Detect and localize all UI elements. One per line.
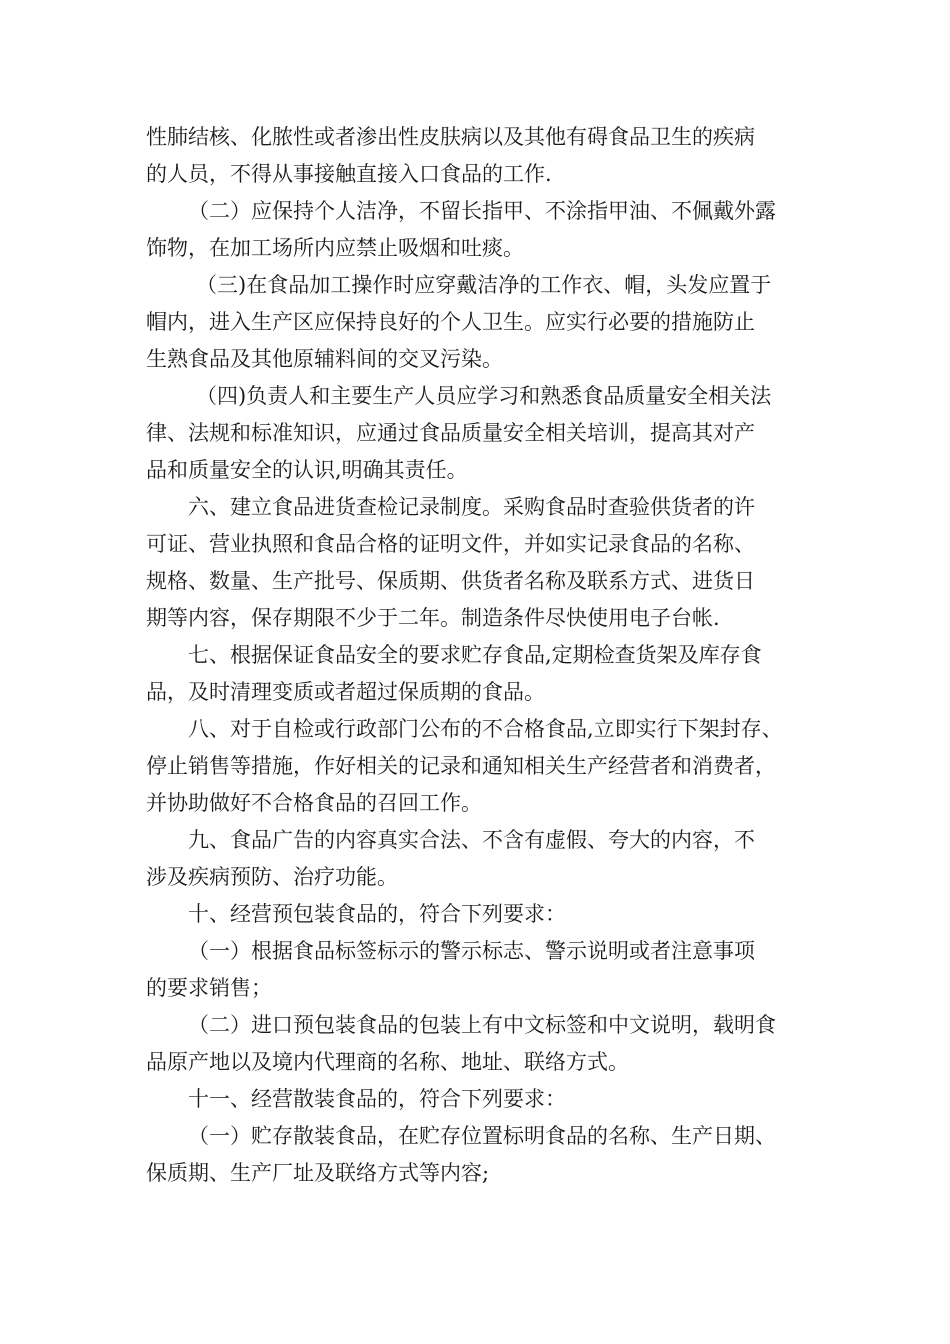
text-line-10: 品和质量安全的认识,明确其责任。 <box>146 458 468 482</box>
text-line-20: 九、食品广告的内容真实合法、不含有虚假、夸大的内容，不 <box>188 828 755 852</box>
text-line-7: 生熟食品及其他原辅料间的交叉污染。 <box>146 347 503 371</box>
text-line-1: 性肺结核、化脓性或者渗出性皮肤病以及其他有碍食品卫生的疾病 <box>146 125 755 149</box>
text-line-27: 十一、经营散装食品的，符合下列要求： <box>188 1087 566 1111</box>
text-line-2: 的人员，不得从事接触直接入口食品的工作. <box>146 162 552 186</box>
text-line-25: （二）进口预包装食品的包装上有中文标签和中文说明，载明食 <box>188 1013 776 1037</box>
text-line-19: 并协助做好不合格食品的召回工作。 <box>146 791 482 815</box>
text-line-14: 期等内容，保存期限不少于二年。制造条件尽快使用电子台帐. <box>146 606 720 630</box>
text-line-8: （四)负责人和主要生产人员应学习和熟悉食品质量安全相关法 <box>196 384 772 408</box>
text-line-11: 六、建立食品进货查检记录制度。采购食品时查验供货者的许 <box>188 495 755 519</box>
text-line-17: 八、对于自检或行政部门公布的不合格食品,立即实行下架封存、 <box>188 717 783 741</box>
text-line-16: 品，及时清理变质或者超过保质期的食品。 <box>146 680 545 704</box>
text-line-28: （一）贮存散装食品，在贮存位置标明食品的名称、生产日期、 <box>188 1124 776 1148</box>
text-line-18: 停止销售等措施，作好相关的记录和通知相关生产经营者和消费者， <box>146 754 776 778</box>
text-line-4: 饰物，在加工场所内应禁止吸烟和吐痰。 <box>146 236 524 260</box>
text-line-23: （一）根据食品标签标示的警示标志、警示说明或者注意事项 <box>188 939 755 963</box>
text-line-9: 律、法规和标准知识，应通过食品质量安全相关培训，提高其对产 <box>146 421 755 445</box>
text-line-5: （三)在食品加工操作时应穿戴洁净的工作衣、帽，头发应置于 <box>196 273 772 297</box>
text-line-29: 保质期、生产厂址及联络方式等内容; <box>146 1161 490 1185</box>
text-line-6: 帽内，进入生产区应保持良好的个人卫生。应实行必要的措施防止 <box>146 310 755 334</box>
text-line-15: 七、根据保证食品安全的要求贮存食品,定期检查货架及库存食 <box>188 643 762 667</box>
text-line-24: 的要求销售； <box>146 976 272 1000</box>
text-line-21: 涉及疾病预防、治疗功能。 <box>146 865 398 889</box>
text-line-22: 十、经营预包装食品的，符合下列要求： <box>188 902 566 926</box>
text-line-13: 规格、数量、生产批号、保质期、供货者名称及联系方式、进货日 <box>146 569 755 593</box>
text-line-3: （二）应保持个人洁净，不留长指甲、不涂指甲油、不佩戴外露 <box>188 199 776 223</box>
text-line-26: 品原产地以及境内代理商的名称、地址、联络方式。 <box>146 1050 629 1074</box>
text-line-12: 可证、营业执照和食品合格的证明文件，并如实记录食品的名称、 <box>146 532 755 556</box>
